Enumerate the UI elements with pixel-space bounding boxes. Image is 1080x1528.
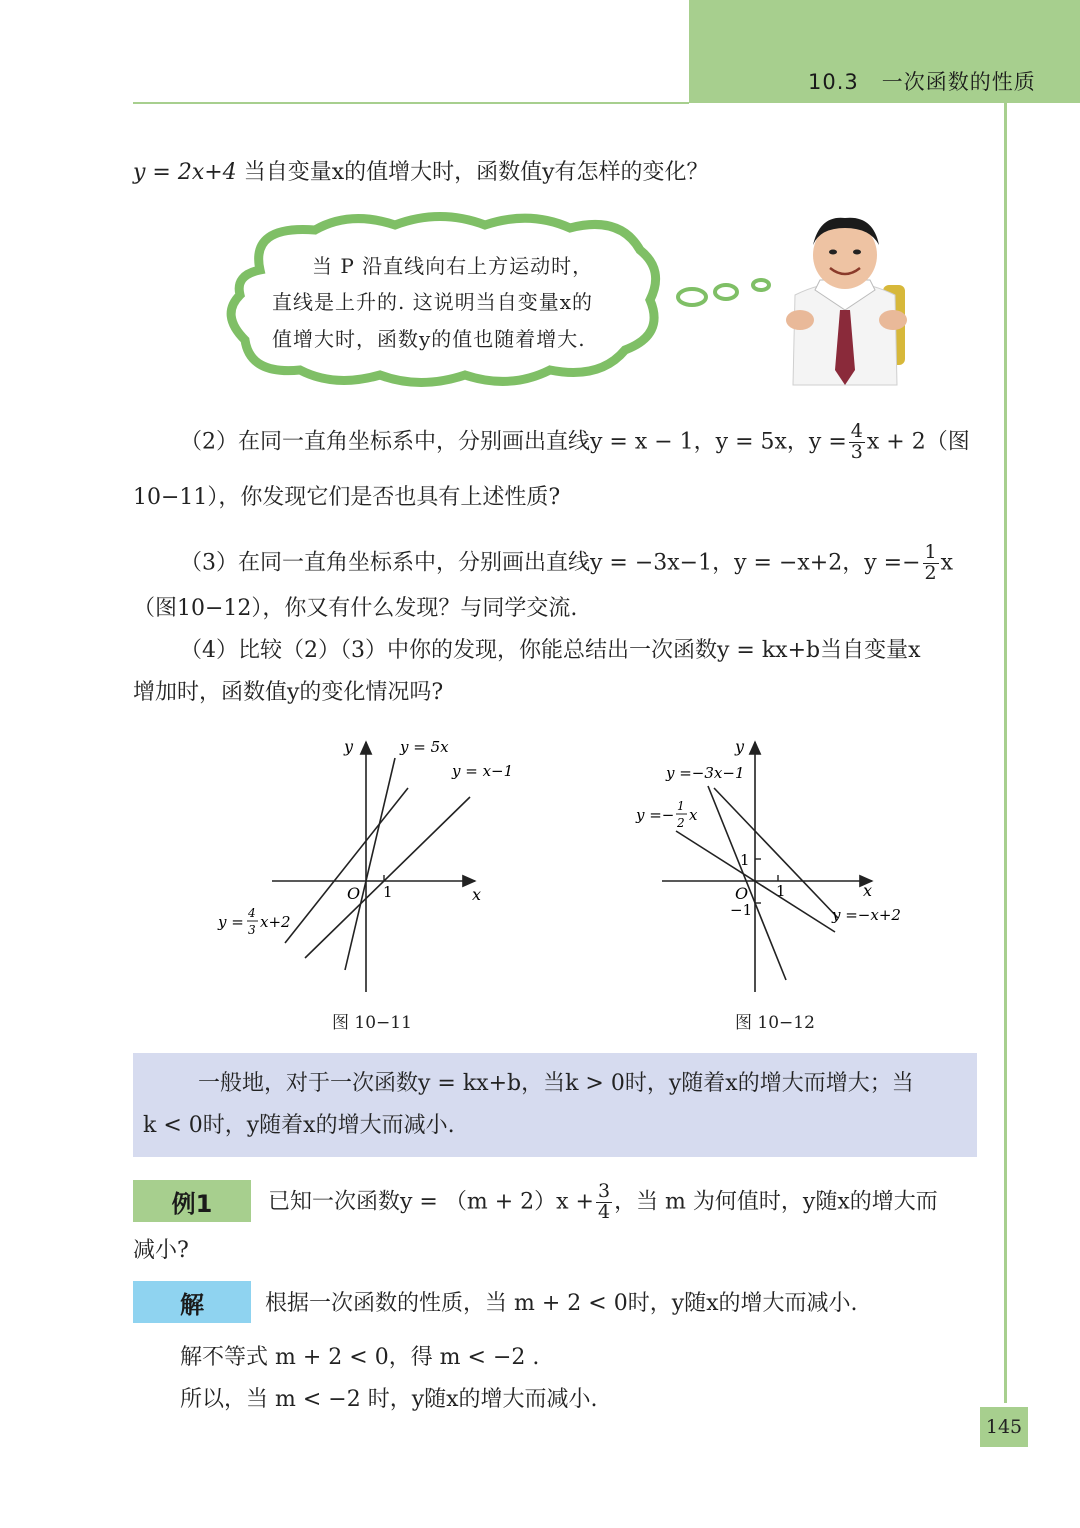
- fig2-label-b-den: 2: [677, 816, 685, 830]
- intro-question: [133, 160, 709, 186]
- intro-text: 当自变量x的值增大时，函数值y有怎样的变化？: [243, 160, 709, 185]
- q2-fraction: [849, 422, 865, 463]
- question-3-line-1: [180, 543, 953, 584]
- q3-frac-num: 1: [924, 541, 937, 563]
- example-tag: 例1: [133, 1180, 251, 1222]
- q3-frac-den: 2: [924, 561, 937, 584]
- fig2-axis-x-label: x: [863, 881, 873, 900]
- figure-10-11: [200, 730, 530, 1000]
- fig1-label-5x: y = 5x: [400, 738, 449, 756]
- fig1-label-c-pre: y =: [218, 913, 244, 931]
- fig1-axis-y-label: y: [344, 737, 354, 756]
- example-fraction: [596, 1182, 612, 1223]
- bubble-line-1: 当 P 沿直线向右上方运动时，: [312, 254, 594, 278]
- fig1-label-c-num: 4: [248, 906, 256, 920]
- fig2-label-negx-plus-2: y =−x+2: [832, 906, 901, 924]
- fig2-label-b-num: 1: [677, 799, 685, 813]
- fig1-line-y-x-minus-1: [305, 797, 470, 958]
- fig1-line-y-5x: [345, 758, 395, 970]
- summary-line-1: 一般地，对于一次函数y = kx+b，当k > 0时，y随着x的增大而增大；当: [198, 1071, 914, 1096]
- q3-post: x: [940, 550, 954, 576]
- right-eye: [853, 250, 861, 255]
- example-frac-den: 4: [597, 1200, 611, 1223]
- page-number: 145: [980, 1407, 1028, 1447]
- fig2-origin-label: O: [735, 884, 749, 903]
- fig2-tick-x-label: 1: [776, 882, 786, 900]
- q2-frac-den: 3: [850, 440, 863, 463]
- question-2-line-1: [180, 422, 970, 463]
- section-header: [808, 66, 1036, 96]
- example-frac-num: 3: [597, 1180, 611, 1202]
- bubble-line-2: 直线是上升的. 这说明当自变量x的: [272, 290, 593, 314]
- bubble-dot-medium: [715, 285, 737, 299]
- q2-post: x + 2（图: [866, 429, 970, 455]
- bubble-line-3: 值增大时，函数y的值也随着增大.: [272, 327, 586, 351]
- solution-line-1: 根据一次函数的性质，当 m + 2 < 0时，y随x的增大而减小.: [265, 1291, 858, 1316]
- intro-formula: y = 2x+4: [133, 160, 237, 185]
- section-number: 10.3: [808, 70, 859, 94]
- fig1-label-c-post: x+2: [260, 913, 291, 931]
- example-pre: 已知一次函数y = （m + 2）x +: [268, 1189, 594, 1215]
- q2-frac-num: 4: [850, 420, 863, 442]
- fig2-tick-y-pos-label: 1: [740, 851, 750, 869]
- solution-line-3: 所以，当 m < −2 时，y随x的增大而减小.: [180, 1387, 598, 1412]
- figure-10-12: [610, 730, 930, 1000]
- fig1-axis-x-label: x: [472, 885, 482, 904]
- margin-rule: [1004, 103, 1007, 1403]
- fig2-label-b-post: x: [689, 806, 698, 824]
- child-illustration: [775, 210, 915, 395]
- fig2-axis-y-label: y: [735, 737, 745, 756]
- fig1-label-c-den: 3: [248, 923, 256, 937]
- q3-fraction: [923, 543, 939, 584]
- example-post: ，当 m 为何值时，y随x的增大而: [614, 1189, 938, 1215]
- solution-tag: 解: [133, 1281, 251, 1323]
- left-hand: [786, 310, 814, 330]
- figure-10-11-caption: 图 10−11: [332, 1013, 412, 1033]
- figure-10-12-caption: 图 10−12: [735, 1013, 815, 1033]
- fig2-label-b-pre: y =−: [636, 806, 675, 824]
- example-line-2: 减小?: [133, 1238, 189, 1263]
- left-eye: [829, 250, 837, 255]
- summary-box: [133, 1053, 977, 1157]
- question-4-line-1: （4）比较（2）（3）中你的发现，你能总结出一次函数y = kx+b当自变量x: [180, 638, 921, 663]
- q3-pre: （3）在同一直角坐标系中，分别画出直线y = −3x−1，y = −x+2，y =−: [180, 550, 921, 576]
- question-3-line-2: （图10−12），你又有什么发现？与同学交流.: [133, 596, 578, 621]
- fig2-label-neg3x-minus-1: y =−3x−1: [666, 764, 745, 782]
- section-title: 一次函数的性质: [881, 70, 1036, 94]
- question-2-line-2: 10−11），你发现它们是否也具有上述性质?: [133, 485, 561, 510]
- fig2-line-y-neg3x-minus-1: [708, 786, 786, 980]
- question-4-line-2: 增加时，函数值y的变化情况吗?: [133, 680, 444, 705]
- right-hand: [879, 310, 907, 330]
- example-line-1: [268, 1182, 938, 1223]
- fig1-origin-label: O: [347, 884, 361, 903]
- q2-pre: （2）在同一直角坐标系中，分别画出直线y = x − 1，y = 5x，y =: [180, 429, 847, 455]
- summary-line-2: k < 0时，y随着x的增大而减小.: [143, 1113, 455, 1138]
- bubble-dot-large: [678, 289, 706, 305]
- bubble-dot-small: [753, 280, 769, 290]
- solution-line-2: 解不等式 m + 2 < 0，得 m < −2 .: [180, 1345, 540, 1370]
- fig1-line-y-4-3x-plus-2: [285, 788, 408, 943]
- fig1-tick-x-label: 1: [383, 883, 393, 901]
- fig2-tick-y-neg-label: −1: [730, 901, 753, 919]
- header-rule: [133, 102, 689, 104]
- fig1-label-x-minus-1: y = x−1: [452, 762, 514, 780]
